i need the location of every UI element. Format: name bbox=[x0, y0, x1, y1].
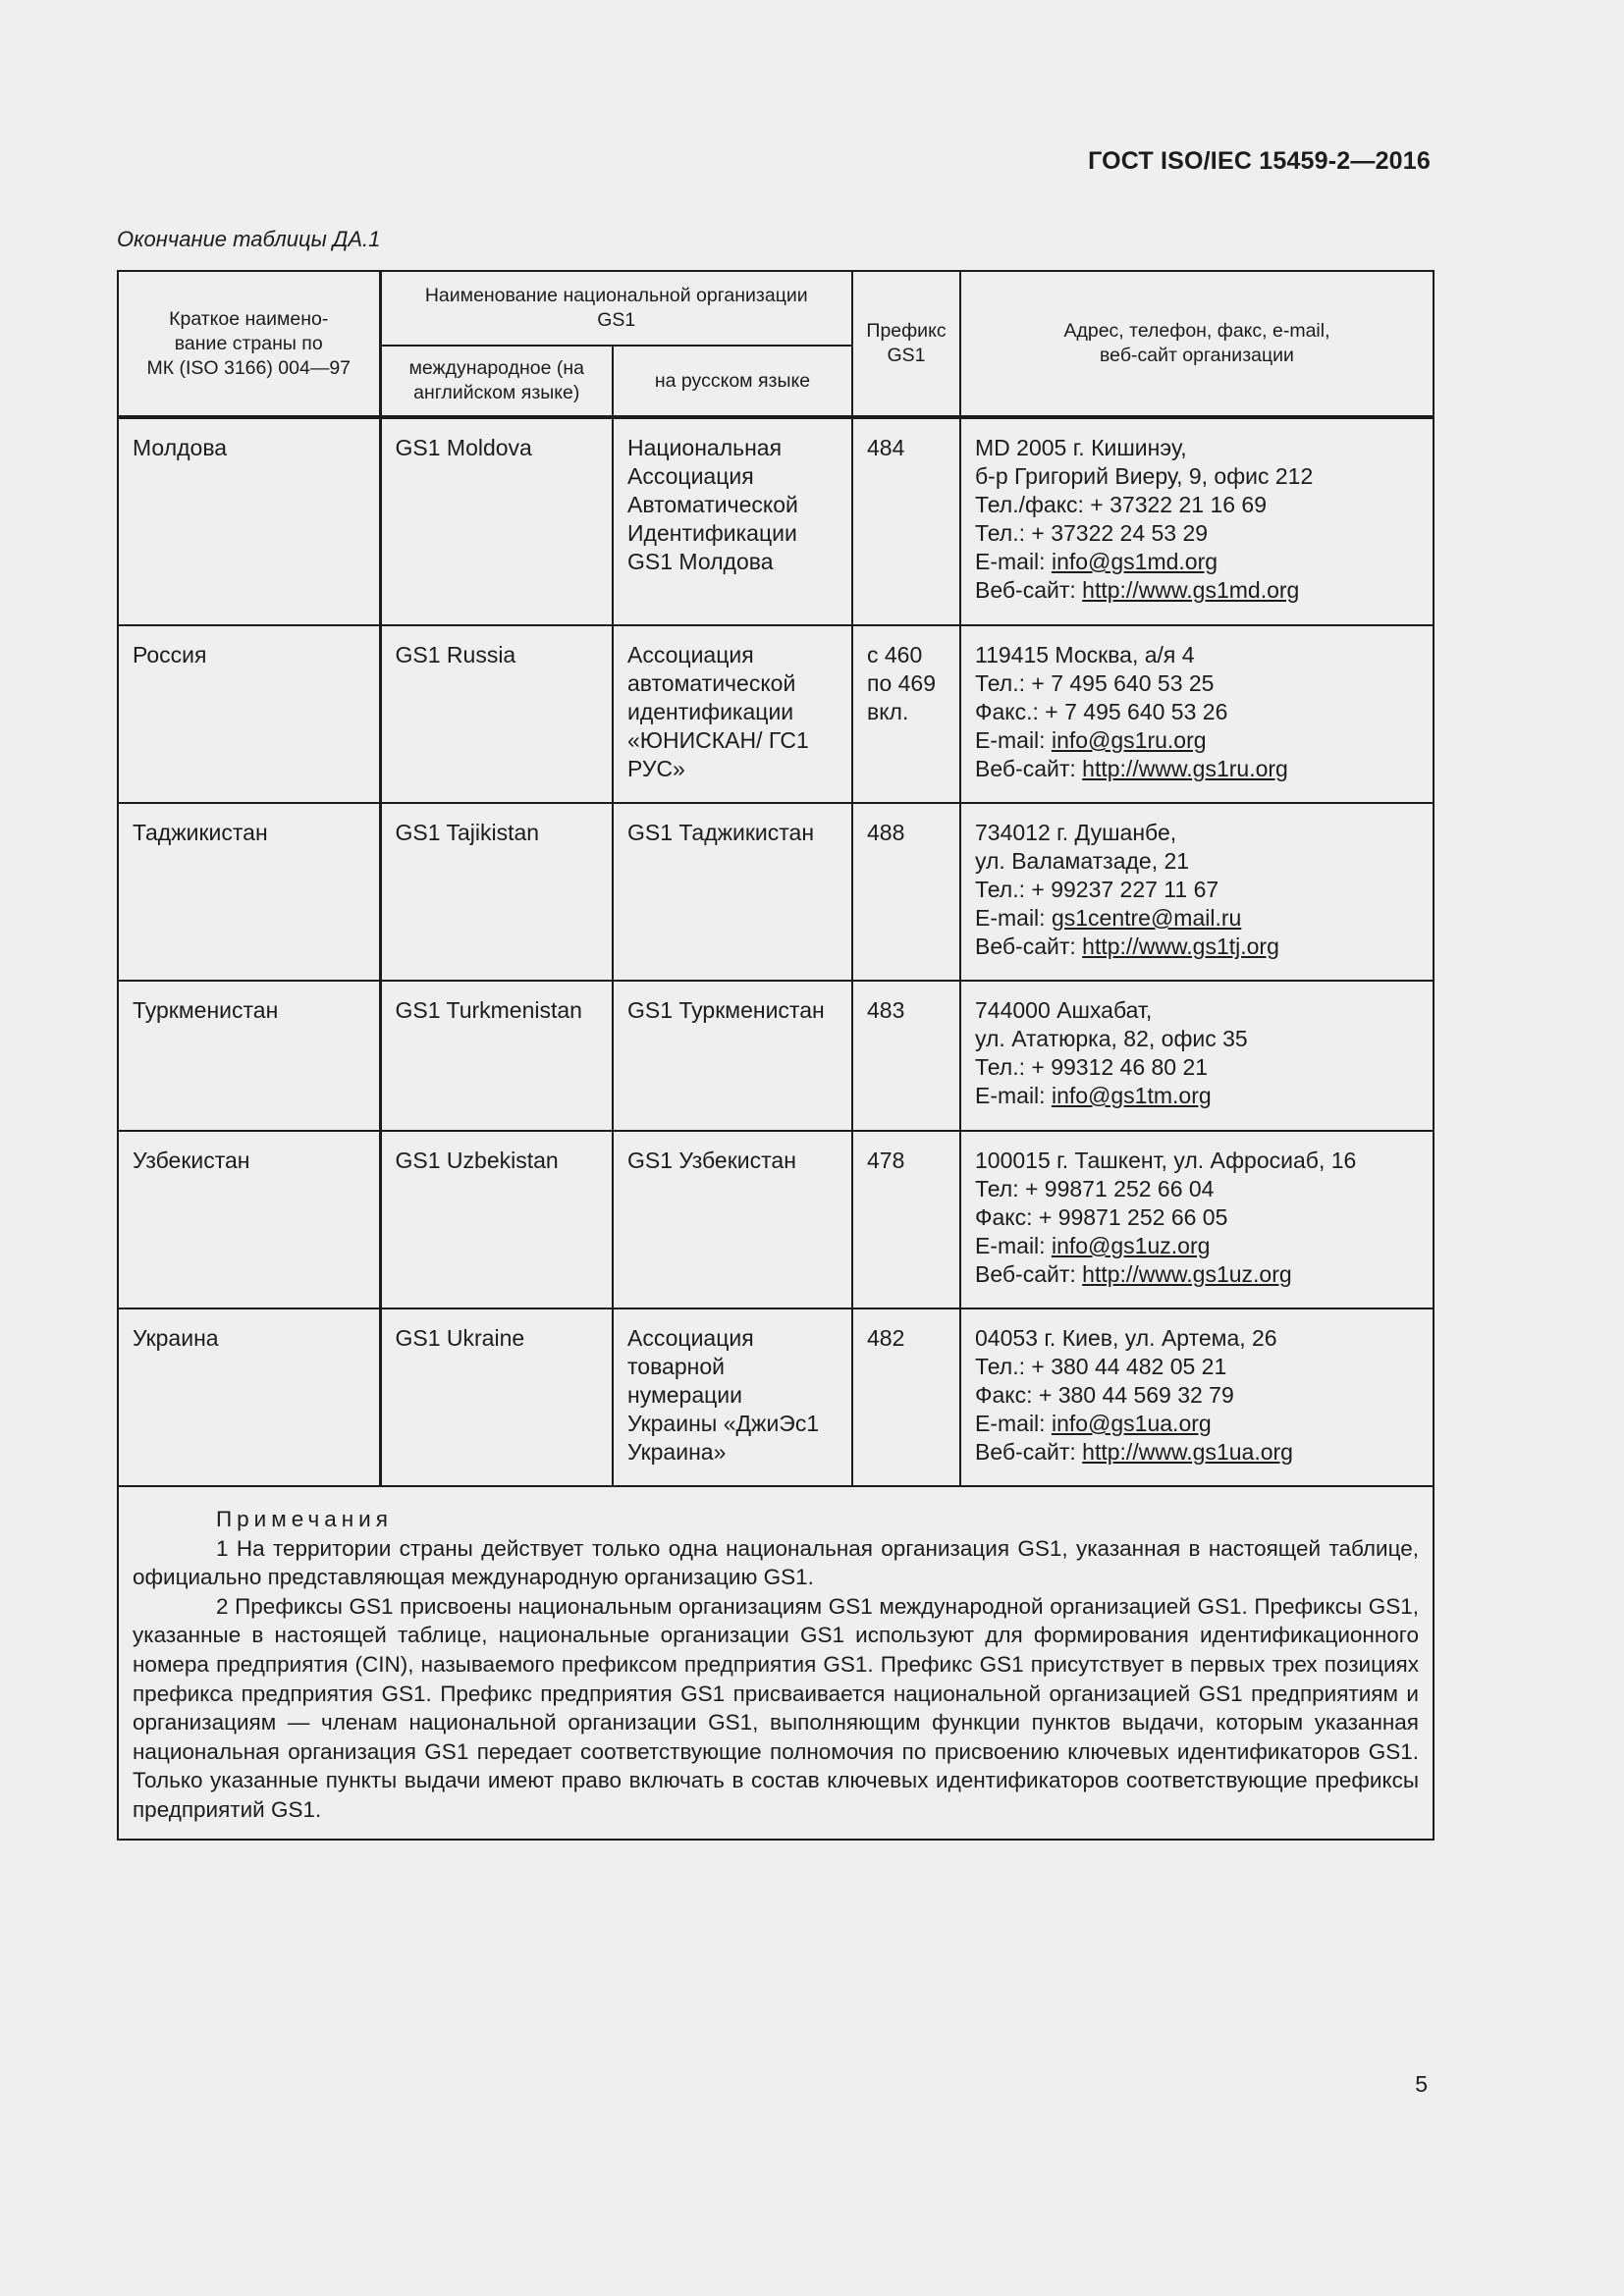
address-label: Веб-сайт: bbox=[975, 577, 1083, 603]
prefix-line: 484 bbox=[867, 435, 905, 460]
address-line: Тел.: + 99312 46 80 21 bbox=[975, 1054, 1209, 1080]
address-line: ул. Ататюрка, 82, офис 35 bbox=[975, 1026, 1248, 1051]
prefix-cell bbox=[852, 1131, 960, 1308]
table-row bbox=[118, 803, 1434, 981]
table-row bbox=[118, 1308, 1434, 1486]
address-line: 119415 Москва, а/я 4 bbox=[975, 642, 1195, 667]
ru-name-line: GS1 Узбекистан bbox=[627, 1148, 796, 1173]
prefix-line: вкл. bbox=[867, 699, 909, 724]
notes-block bbox=[118, 1486, 1434, 1840]
header-address: Адрес, телефон, факс, e-mail, веб-сайт организации bbox=[960, 271, 1434, 417]
prefix-line: 488 bbox=[867, 820, 905, 845]
address-line: 04053 г. Киев, ул. Артема, 26 bbox=[975, 1325, 1277, 1351]
address-cell bbox=[960, 625, 1434, 803]
address-label: E-mail: bbox=[975, 549, 1052, 574]
address-line: Тел.: + 37322 24 53 29 bbox=[975, 520, 1209, 546]
table-row bbox=[118, 625, 1434, 803]
address-line: MD 2005 г. Кишинэу, bbox=[975, 435, 1187, 460]
address-line: ул. Валаматзаде, 21 bbox=[975, 848, 1190, 874]
address-cell bbox=[960, 803, 1434, 981]
table-row bbox=[118, 1131, 1434, 1308]
notes-title: Примечания bbox=[216, 1507, 393, 1531]
email-link[interactable]: info@gs1tm.org bbox=[1051, 1083, 1212, 1108]
prefix-cell bbox=[852, 1308, 960, 1486]
address-cell bbox=[960, 981, 1434, 1131]
email-link[interactable]: info@gs1md.org bbox=[1051, 549, 1218, 574]
address-line: 734012 г. Душанбе, bbox=[975, 820, 1177, 845]
address-label: E-mail: bbox=[975, 1411, 1052, 1436]
ru-name-line: Украины «ДжиЭс1 bbox=[627, 1411, 820, 1436]
header-country: Краткое наимено- вание страны по МК (ISO 3166) 004—97 bbox=[118, 271, 380, 417]
ru-name-cell bbox=[613, 417, 852, 625]
address-line: Тел./факс: + 37322 21 16 69 bbox=[975, 492, 1268, 517]
email-link[interactable]: info@gs1uz.org bbox=[1051, 1233, 1211, 1258]
ru-name-cell bbox=[613, 1131, 852, 1308]
country-cell: Украина bbox=[118, 1308, 380, 1486]
address-cell bbox=[960, 417, 1434, 625]
address-label: E-mail: bbox=[975, 1083, 1052, 1108]
intl-name-cell: GS1 Moldova bbox=[380, 417, 613, 625]
address-label: E-mail: bbox=[975, 727, 1052, 753]
header-prefix: Префикс GS1 bbox=[852, 271, 960, 417]
ru-name-line: Идентификации bbox=[627, 520, 797, 546]
ru-name-line: идентификации bbox=[627, 699, 794, 724]
email-link[interactable]: info@gs1ua.org bbox=[1051, 1411, 1212, 1436]
address-line bbox=[975, 904, 1419, 933]
prefix-line: 483 bbox=[867, 997, 905, 1023]
address-line bbox=[975, 726, 1419, 755]
website-link[interactable]: http://www.gs1md.org bbox=[1082, 577, 1300, 603]
country-cell: Туркменистан bbox=[118, 981, 380, 1131]
note-1: 1 На территории страны действует только одна национальная организация GS1, указанная в настоящей таблице, официально представляющая международную организацию GS1. bbox=[133, 1535, 1419, 1590]
address-line: Факс.: + 7 495 640 53 26 bbox=[975, 699, 1228, 724]
ru-name-line: Украина» bbox=[627, 1439, 727, 1465]
prefix-cell bbox=[852, 625, 960, 803]
address-cell bbox=[960, 1308, 1434, 1486]
ru-name-line: Ассоциация bbox=[627, 1325, 754, 1351]
ru-name-cell bbox=[613, 803, 852, 981]
ru-name-line: GS1 Молдова bbox=[627, 549, 774, 574]
ru-name-line: Национальная bbox=[627, 435, 783, 460]
address-line bbox=[975, 755, 1419, 783]
ru-name-line: товарной bbox=[627, 1354, 725, 1379]
website-link[interactable]: http://www.gs1ru.org bbox=[1082, 756, 1288, 781]
page-number: 5 bbox=[1415, 2071, 1428, 2097]
address-line: Факс: + 380 44 569 32 79 bbox=[975, 1382, 1234, 1408]
header-intl-name: международное (на английском языке) bbox=[380, 346, 613, 417]
address-label: Веб-сайт: bbox=[975, 934, 1083, 959]
website-link[interactable]: http://www.gs1ua.org bbox=[1082, 1439, 1293, 1465]
ru-name-line: Ассоциация bbox=[627, 642, 754, 667]
address-label: Веб-сайт: bbox=[975, 756, 1083, 781]
country-cell: Молдова bbox=[118, 417, 380, 625]
address-line bbox=[975, 1232, 1419, 1260]
country-cell: Россия bbox=[118, 625, 380, 803]
intl-name-cell: GS1 Turkmenistan bbox=[380, 981, 613, 1131]
address-line: Факс: + 99871 252 66 05 bbox=[975, 1204, 1228, 1230]
ru-name-line: РУС» bbox=[627, 756, 685, 781]
ru-name-line: «ЮНИСКАН/ ГС1 bbox=[627, 727, 809, 753]
website-link[interactable]: http://www.gs1tj.org bbox=[1082, 934, 1279, 959]
table-row bbox=[118, 417, 1434, 625]
address-line bbox=[975, 1082, 1419, 1110]
intl-name-cell: GS1 Russia bbox=[380, 625, 613, 803]
address-line: 744000 Ашхабат, bbox=[975, 997, 1153, 1023]
country-cell: Таджикистан bbox=[118, 803, 380, 981]
header-ru-name: на русском языке bbox=[613, 346, 852, 417]
address-line bbox=[975, 1410, 1419, 1438]
address-line: б-р Григорий Виеру, 9, офис 212 bbox=[975, 463, 1314, 489]
address-line bbox=[975, 933, 1419, 961]
address-line: Тел.: + 380 44 482 05 21 bbox=[975, 1354, 1227, 1379]
intl-name-cell: GS1 Tajikistan bbox=[380, 803, 613, 981]
address-line: Тел.: + 99237 227 11 67 bbox=[975, 877, 1219, 902]
ru-name-line: нумерации bbox=[627, 1382, 742, 1408]
ru-name-cell bbox=[613, 625, 852, 803]
intl-name-cell: GS1 Uzbekistan bbox=[380, 1131, 613, 1308]
address-line bbox=[975, 1438, 1419, 1467]
ru-name-line: автоматической bbox=[627, 670, 796, 696]
table-caption: Окончание таблицы ДА.1 bbox=[117, 227, 381, 251]
address-line: Тел.: + 7 495 640 53 25 bbox=[975, 670, 1215, 696]
address-label: E-mail: bbox=[975, 1233, 1052, 1258]
country-cell: Узбекистан bbox=[118, 1131, 380, 1308]
address-line bbox=[975, 548, 1419, 576]
address-label: Веб-сайт: bbox=[975, 1439, 1083, 1465]
note-2: 2 Префиксы GS1 присвоены национальным организациям GS1 международной организацией GS1. Префиксы GS1, указанные в настоящей таблице, национальные организации GS1 используют для формирования идентификационного номера предприятия (CIN), называемого префиксом предприятия GS1. Префикс GS1 присутствует в первых трех позициях префикса предприятия GS1. Префикс предприятия GS1 присваивается национальной организацией GS1 предприятиям и организациям — членам национальной организации GS1, выполняющим функции пунктов выдачи, которым указанная национальная организация GS1 передает соответствующие полномочия по присвоению ключевых идентификаторов GS1. Только указанные пункты выдачи имеют право включать в состав ключевых идентификаторов соответствующие префиксы предприятий GS1. bbox=[133, 1593, 1419, 1822]
prefix-cell bbox=[852, 803, 960, 981]
header-org-name: Наименование национальной организации GS1 bbox=[380, 271, 852, 346]
website-link[interactable]: http://www.gs1uz.org bbox=[1082, 1261, 1292, 1287]
table-row bbox=[118, 981, 1434, 1131]
prefix-line: 478 bbox=[867, 1148, 905, 1173]
address-label: Веб-сайт: bbox=[975, 1261, 1083, 1287]
intl-name-cell: GS1 Ukraine bbox=[380, 1308, 613, 1486]
prefix-line: с 460 bbox=[867, 642, 923, 667]
prefix-line: по 469 bbox=[867, 670, 937, 696]
ru-name-line: GS1 Таджикистан bbox=[627, 820, 815, 845]
address-line: 100015 г. Ташкент, ул. Афросиаб, 16 bbox=[975, 1148, 1357, 1173]
email-link[interactable]: info@gs1ru.org bbox=[1051, 727, 1207, 753]
address-line bbox=[975, 1260, 1419, 1289]
email-link[interactable]: gs1centre@mail.ru bbox=[1051, 905, 1242, 931]
ru-name-line: GS1 Туркменистан bbox=[627, 997, 825, 1023]
address-label: E-mail: bbox=[975, 905, 1052, 931]
ru-name-line: Автоматической bbox=[627, 492, 798, 517]
address-line bbox=[975, 576, 1419, 605]
ru-name-cell bbox=[613, 1308, 852, 1486]
address-cell bbox=[960, 1131, 1434, 1308]
prefix-cell bbox=[852, 417, 960, 625]
gs1-organizations-table bbox=[117, 270, 1435, 1841]
ru-name-line: Ассоциация bbox=[627, 463, 754, 489]
prefix-cell bbox=[852, 981, 960, 1131]
address-line: Тел: + 99871 252 66 04 bbox=[975, 1176, 1215, 1201]
document-id-header: ГОСТ ISO/IEC 15459-2—2016 bbox=[1088, 147, 1431, 175]
ru-name-cell bbox=[613, 981, 852, 1131]
prefix-line: 482 bbox=[867, 1325, 905, 1351]
